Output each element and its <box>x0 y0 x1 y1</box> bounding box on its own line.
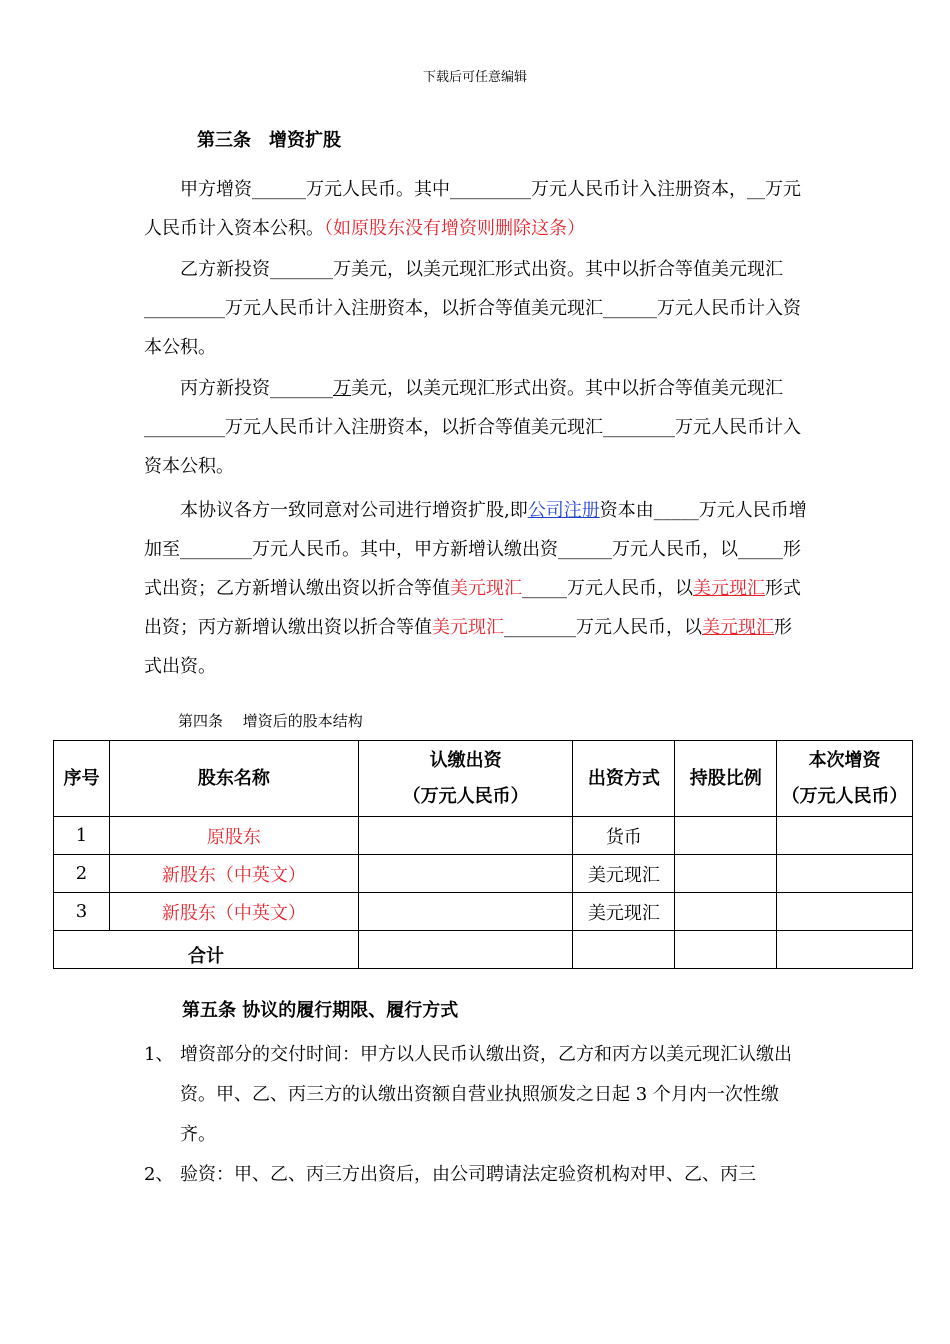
section3-paragraph-2: 乙方新投资_______万美元，以美元现汇形式出资。其中以折合等值美元现汇_________万元人民币计入注册资本，以折合等值美元现汇______万元人民币计入资本公积。 <box>144 259 801 358</box>
delete-note: （如原股东没有增资则删除这条） <box>324 218 585 239</box>
table-row: 1 原股东 货币 <box>54 817 913 855</box>
company-registration-link[interactable]: 公司注册 <box>527 500 600 521</box>
page-header: 下载后可任意编辑 <box>422 70 527 85</box>
table-row: 2 新股东（中英文） 美元现汇 <box>54 855 913 893</box>
table-row: 3 新股东（中英文） 美元现汇 <box>54 893 913 931</box>
section4-title: 第四条 增资后的股本结构 <box>178 712 363 730</box>
table-total-row: 合计 <box>54 931 913 969</box>
section3-title: 第三条 增资扩股 <box>197 130 341 151</box>
section3-paragraph-1: 甲方增资______万元人民币。其中_________万元人民币计入注册资本，__万元人民币计入资本公积。（如原股东没有增资则删除这条） <box>144 179 801 239</box>
section3-paragraph-3: 丙方新投资_______万美元，以美元现汇形式出资。其中以折合等值美元现汇_________万元人民币计入注册资本，以折合等值美元现汇________万元人民币计入资本公积。 <box>144 378 801 477</box>
section3-paragraph-4: 本协议各方一致同意对公司进行增资扩股,即公司注册资本由_____万元人民币增加至________万元人民币。其中，甲方新增认缴出资______万元人民币，以_____形式出资；乙方新增认缴出资以折合等值美元现汇_____万元人民币，以美元现汇形式出资；丙方新增认缴出资以折合等值美元现汇________万元人民币，以美元现汇形式出资。 <box>144 500 807 677</box>
equity-structure-table <box>53 740 913 969</box>
table-header-row <box>54 741 913 817</box>
list-item: 2、 验资：甲、乙、丙三方出资后，由公司聘请法定验资机构对甲、乙、丙三 <box>144 1164 756 1185</box>
col-capital-increase: 本次增资 （万元人民币） <box>777 741 913 817</box>
col-shareholding-ratio: 持股比例 <box>675 741 777 817</box>
col-subscribed-capital: 认缴出资 （万元人民币） <box>358 741 573 817</box>
col-shareholder-name: 股东名称 <box>109 741 358 817</box>
col-serial: 序号 <box>54 741 110 817</box>
list-item: 1、 增资部分的交付时间：甲方以人民币认缴出资，乙方和丙方以美元现汇认缴出资。甲、乙、丙三方的认缴出资额自营业执照颁发之日起 3 个月内一次性缴齐。 <box>144 1044 792 1145</box>
section5-title: 第五条 协议的履行期限、履行方式 <box>182 1000 459 1021</box>
col-contribution-method: 出资方式 <box>573 741 675 817</box>
